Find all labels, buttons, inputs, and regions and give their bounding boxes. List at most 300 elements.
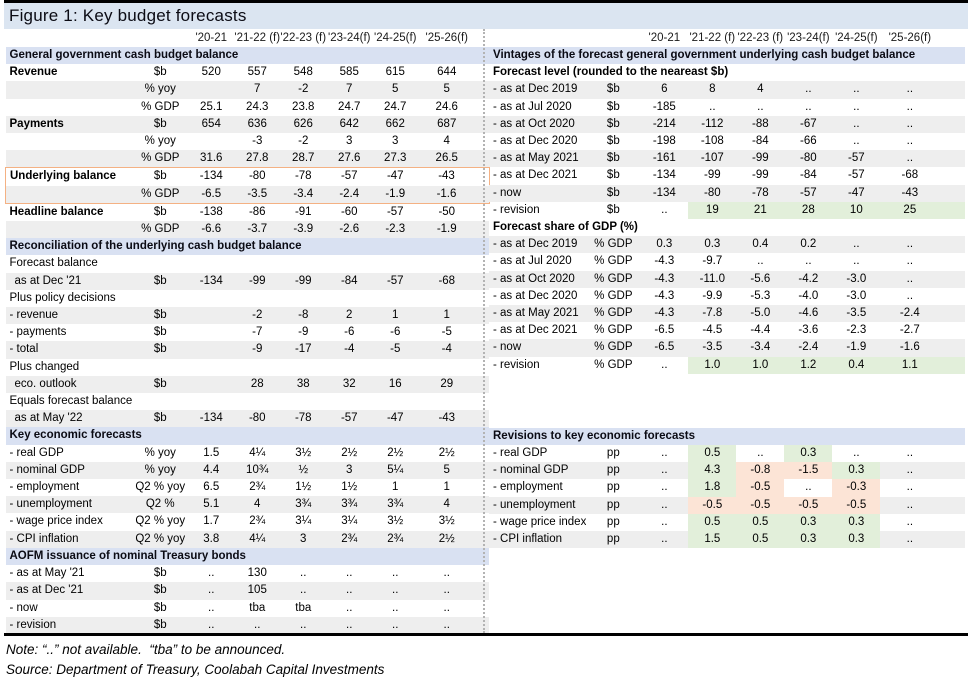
row-label: - payments xyxy=(9,326,67,339)
value-cell: -99 xyxy=(704,169,721,182)
value-cell: 1.5 xyxy=(688,531,736,548)
row-label: Plus policy decisions xyxy=(9,291,116,304)
value-cell: -1.5 xyxy=(784,462,832,479)
note-line: Note: “..” not available. “tba” to be announced. xyxy=(6,642,286,657)
value-cell: -7 xyxy=(252,326,263,339)
table-row xyxy=(6,548,490,565)
value-cell xyxy=(418,393,489,410)
row-label: - CPI inflation xyxy=(6,531,133,548)
title-band xyxy=(4,3,968,29)
row-label: - employment xyxy=(9,481,80,494)
row-unit: % GDP xyxy=(132,221,188,238)
row-unit: $b xyxy=(153,567,167,580)
value-cell: .. xyxy=(880,236,965,253)
table-row xyxy=(6,445,490,462)
value-cell: 3½ xyxy=(295,446,312,459)
value-cell xyxy=(372,393,418,410)
row-label: - as at May 2021 xyxy=(489,150,586,167)
row-label: - revision xyxy=(493,203,540,216)
value-cell: 0.3 xyxy=(832,514,880,531)
value-cell: -99 xyxy=(752,169,769,182)
value-cell: .. xyxy=(709,100,716,113)
table-row xyxy=(6,617,490,634)
value-cell: .. xyxy=(757,100,764,113)
row-label: - as at Dec 2021 xyxy=(493,324,578,337)
value-cell: -134 xyxy=(640,185,688,202)
value-cell: -4.2 xyxy=(784,271,832,288)
table-row xyxy=(6,582,490,599)
row-label: - real GDP xyxy=(9,446,64,459)
value-cell xyxy=(188,133,234,150)
value-cell: 105 xyxy=(234,582,280,599)
value-cell: 6 xyxy=(640,81,688,98)
table-row xyxy=(489,150,965,167)
value-cell: 2¾ xyxy=(249,481,266,494)
row-unit: $b xyxy=(586,81,640,98)
value-cell: .. xyxy=(880,462,965,479)
value-cell: -57 xyxy=(386,205,404,218)
column-header: '20-21 xyxy=(195,32,228,44)
value-cell: -6 xyxy=(344,326,355,339)
value-cell: -0.5 xyxy=(736,497,784,514)
column-header: '20-21 xyxy=(648,32,681,44)
row-label: as at May '22 xyxy=(6,410,133,427)
value-cell: -6.6 xyxy=(188,221,234,238)
value-cell: -57 xyxy=(326,168,372,186)
value-cell: -80 xyxy=(688,185,736,202)
value-cell: -2.3 xyxy=(846,324,867,337)
header-spacer xyxy=(132,29,188,47)
value-cell: -11.0 xyxy=(688,271,736,288)
value-cell: -57 xyxy=(326,410,372,427)
figure-title: Figure 1: Key budget forecasts xyxy=(9,6,247,25)
value-cell: 1.8 xyxy=(688,479,736,496)
column-header: '23-24(f) xyxy=(328,32,371,44)
value-cell: .. xyxy=(661,203,668,216)
value-cell: 23.8 xyxy=(292,100,315,113)
value-cell: -0.8 xyxy=(736,462,784,479)
value-cell: .. xyxy=(234,617,280,634)
column-header: '24-25(f) xyxy=(835,32,878,44)
table-row xyxy=(6,168,490,186)
value-cell: -3.5 xyxy=(688,339,736,356)
value-cell: .. xyxy=(906,100,914,113)
value-cell: -4.3 xyxy=(640,271,688,288)
row-label: Payments xyxy=(6,116,133,133)
value-cell: -2.4 xyxy=(784,339,832,356)
value-cell: .. xyxy=(906,515,914,528)
value-cell: 644 xyxy=(437,66,457,79)
value-cell: 10¾ xyxy=(234,462,280,479)
value-cell: .. xyxy=(326,617,372,634)
value-cell: 19 xyxy=(688,202,736,219)
value-cell: -1.6 xyxy=(418,186,489,204)
value-cell: .. xyxy=(832,116,880,133)
value-cell: 5¼ xyxy=(372,462,418,479)
column-header: '23-24(f) xyxy=(787,32,830,44)
row-label: - now xyxy=(489,339,586,356)
column-header: '21-22 (f) xyxy=(234,32,281,44)
value-cell: -1.9 xyxy=(418,221,489,238)
table-row xyxy=(6,427,490,444)
value-cell: 29 xyxy=(418,376,489,393)
column-header: '24-25(f) xyxy=(374,32,417,44)
value-cell: -9.9 xyxy=(702,289,723,302)
row-unit: $b xyxy=(606,203,620,216)
row-label: - as at Oct 2020 xyxy=(489,116,586,133)
value-cell: -2.7 xyxy=(899,324,920,337)
row-unit: $b xyxy=(606,100,620,113)
value-cell: -4.4 xyxy=(750,324,771,337)
column-header: '22-23 (f) xyxy=(280,32,327,44)
row-unit: Q2 % yoy xyxy=(132,531,188,548)
value-cell: -99 xyxy=(736,150,784,167)
value-cell: .. xyxy=(880,531,965,548)
table-row xyxy=(489,357,965,374)
source-line: Source: Department of Treasury, Coolabah Capital Investments xyxy=(6,662,385,677)
value-cell: 1 xyxy=(443,481,450,494)
value-cell: 1 xyxy=(372,307,418,324)
value-cell: 0.4 xyxy=(736,236,784,253)
value-cell: 3¼ xyxy=(341,515,358,528)
row-unit: % yoy xyxy=(132,81,188,98)
value-cell: 2½ xyxy=(341,446,358,459)
row-unit: $b xyxy=(586,185,640,202)
value-cell: 24.7 xyxy=(338,100,361,113)
row-label: - now xyxy=(9,601,38,614)
row-label: Underlying balance xyxy=(6,168,133,186)
value-cell: 27.8 xyxy=(234,150,280,168)
section-header: Reconciliation of the underlying cash budget balance xyxy=(6,238,490,255)
value-cell: 520 xyxy=(201,66,221,79)
row-label: - revision xyxy=(6,617,133,634)
value-cell: 27.3 xyxy=(372,150,418,168)
value-cell: 0.3 xyxy=(832,462,880,479)
value-cell: .. xyxy=(418,582,489,599)
table-row xyxy=(6,462,490,479)
value-cell: 27.6 xyxy=(326,150,372,168)
table-row xyxy=(6,531,490,548)
row-label: - as at Jul 2020 xyxy=(493,100,572,113)
table-row xyxy=(489,47,965,64)
value-cell: 548 xyxy=(293,66,313,79)
value-cell xyxy=(372,255,418,272)
value-cell: .. xyxy=(832,236,880,253)
value-cell xyxy=(326,359,372,376)
table-row xyxy=(489,271,965,288)
value-cell: -185 xyxy=(652,100,676,113)
value-cell xyxy=(234,255,280,272)
value-cell: -1.9 xyxy=(372,186,418,204)
row-unit: $b xyxy=(153,66,167,79)
value-cell: -1.9 xyxy=(832,339,880,356)
value-cell: -50 xyxy=(438,205,456,218)
row-unit: $b xyxy=(132,168,188,186)
table-row xyxy=(6,150,490,168)
value-cell: -2 xyxy=(280,81,326,98)
value-cell: 1.7 xyxy=(203,515,220,528)
table-row xyxy=(489,236,965,253)
value-cell: 1.5 xyxy=(203,446,220,459)
value-cell: 3½ xyxy=(387,515,404,528)
value-cell: -3.0 xyxy=(846,289,867,302)
table-row xyxy=(6,324,490,341)
value-cell: -138 xyxy=(199,205,223,218)
value-cell: 5.1 xyxy=(188,496,234,513)
value-cell: 5 xyxy=(418,81,489,98)
row-label: Revenue xyxy=(9,66,58,79)
value-cell: 626 xyxy=(280,116,326,133)
value-cell: -43 xyxy=(418,168,489,186)
value-cell: 1 xyxy=(392,481,399,494)
value-cell: 24.7 xyxy=(384,100,407,113)
value-cell xyxy=(372,290,418,307)
header-spacer xyxy=(6,29,133,47)
value-cell: .. xyxy=(640,531,688,548)
row-unit: $b xyxy=(586,116,640,133)
footnotes xyxy=(6,640,384,680)
value-cell: 1.0 xyxy=(688,357,736,374)
row-unit: $b xyxy=(606,169,620,182)
budget-forecasts-table-panel xyxy=(5,29,490,634)
value-cell: -88 xyxy=(736,116,784,133)
value-cell: -68 xyxy=(418,273,489,290)
value-cell: .. xyxy=(880,271,965,288)
table-row xyxy=(6,116,490,133)
row-unit: % GDP xyxy=(586,305,640,322)
value-cell: 0.4 xyxy=(832,357,880,374)
row-label: - now xyxy=(489,185,586,202)
row-unit: % GDP xyxy=(132,186,188,204)
value-cell: -3.0 xyxy=(832,271,880,288)
value-cell: -214 xyxy=(640,116,688,133)
value-cell: .. xyxy=(392,601,399,614)
value-cell: 0.5 xyxy=(688,445,736,462)
value-cell: -0.5 xyxy=(784,497,832,514)
value-cell: -5.0 xyxy=(736,305,784,322)
budget-forecasts-table xyxy=(5,29,490,634)
row-unit: $b xyxy=(132,410,188,427)
row-label xyxy=(6,81,133,98)
table-row xyxy=(6,255,490,272)
value-cell: -57 xyxy=(784,185,832,202)
value-cell: -5 xyxy=(441,326,452,339)
value-cell: 557 xyxy=(247,66,267,79)
value-cell: -9.7 xyxy=(702,255,723,268)
value-cell: -57 xyxy=(848,169,865,182)
value-cell xyxy=(234,359,280,376)
table-row xyxy=(489,339,965,356)
row-unit: % GDP xyxy=(594,324,633,337)
row-unit xyxy=(132,255,188,272)
value-cell: -84 xyxy=(752,135,769,148)
value-cell: -198 xyxy=(652,135,676,148)
value-cell: 32 xyxy=(326,376,372,393)
value-cell: -67 xyxy=(784,116,832,133)
value-cell: 7 xyxy=(234,81,280,98)
row-label: Plus changed xyxy=(9,360,80,373)
value-cell: 6.5 xyxy=(203,481,220,494)
value-cell: 1 xyxy=(418,307,489,324)
row-label: eco. outlook xyxy=(6,376,133,393)
value-cell: .. xyxy=(346,601,353,614)
value-cell: -112 xyxy=(688,116,736,133)
value-cell: 1.0 xyxy=(736,357,784,374)
value-cell xyxy=(188,81,234,98)
row-unit: $b xyxy=(153,326,167,339)
value-cell: 7 xyxy=(326,81,372,98)
value-cell: .. xyxy=(208,601,215,614)
table-row xyxy=(489,531,965,548)
value-cell: 4.3 xyxy=(688,462,736,479)
row-unit: pp xyxy=(606,515,620,528)
value-cell: -80 xyxy=(234,168,280,186)
value-cell: 3¾ xyxy=(372,496,418,513)
value-cell: .. xyxy=(805,100,812,113)
value-cell: -47 xyxy=(372,168,418,186)
value-cell: 4¼ xyxy=(234,531,280,548)
value-cell: -17 xyxy=(280,341,326,358)
row-unit: Q2 % yoy xyxy=(135,515,186,528)
value-cell: -2.4 xyxy=(326,186,372,204)
value-cell: 0.5 xyxy=(688,514,736,531)
value-cell: .. xyxy=(906,135,914,148)
row-unit: pp xyxy=(586,531,640,548)
value-cell: .. xyxy=(372,617,418,634)
value-cell: -57 xyxy=(832,150,880,167)
table-row xyxy=(6,99,490,116)
value-cell: -99 xyxy=(234,273,280,290)
row-label xyxy=(6,221,133,238)
value-cell: -4.0 xyxy=(798,289,819,302)
value-cell: 24.6 xyxy=(435,100,458,113)
value-cell: .. xyxy=(880,497,965,514)
value-cell: -5 xyxy=(372,341,418,358)
row-unit: % GDP xyxy=(141,100,180,113)
value-cell: -4.5 xyxy=(702,324,723,337)
row-unit: pp xyxy=(606,447,620,460)
value-cell: 1.2 xyxy=(784,357,832,374)
table-row xyxy=(489,64,965,81)
row-unit: % GDP xyxy=(586,271,640,288)
row-label: - as at Dec 2021 xyxy=(493,169,578,182)
table-row xyxy=(6,410,490,427)
table-row xyxy=(6,203,490,221)
value-cell xyxy=(280,359,326,376)
value-cell: 642 xyxy=(326,116,372,133)
value-cell xyxy=(372,359,418,376)
value-cell xyxy=(418,359,489,376)
table-row xyxy=(6,186,490,204)
value-cell: -68 xyxy=(901,169,919,182)
row-label: - as at Dec 2019 xyxy=(489,81,586,98)
value-cell: .. xyxy=(853,255,860,268)
value-cell: .. xyxy=(326,582,372,599)
table-row xyxy=(6,273,490,290)
value-cell: 25.1 xyxy=(200,100,223,113)
row-label: Forecast balance xyxy=(9,257,98,270)
row-label: - nominal GDP xyxy=(489,462,586,479)
value-cell: 3 xyxy=(346,135,353,148)
table-row xyxy=(6,565,490,582)
value-cell: 8 xyxy=(688,81,736,98)
table-row xyxy=(489,29,965,47)
value-cell: 0.5 xyxy=(736,531,784,548)
value-cell: -2.4 xyxy=(880,305,965,322)
value-cell xyxy=(326,255,372,272)
section-header: General government cash budget balance xyxy=(6,47,490,64)
value-cell: .. xyxy=(443,567,450,580)
row-label: - wage price index xyxy=(9,515,103,528)
row-unit: % yoy xyxy=(144,446,176,459)
section-header: Key economic forecasts xyxy=(6,427,490,444)
value-cell xyxy=(188,290,234,307)
section-header: Vintages of the forecast general government underlying cash budget balance xyxy=(489,47,965,64)
value-cell: 4 xyxy=(234,496,280,513)
value-cell: .. xyxy=(736,445,784,462)
value-cell xyxy=(188,359,234,376)
value-cell: .. xyxy=(805,255,812,268)
row-label: - as at Dec 2020 xyxy=(493,135,578,148)
row-label: - nominal GDP xyxy=(6,462,133,479)
row-label: - as at Dec 2020 xyxy=(493,289,578,302)
row-label: - total xyxy=(6,341,133,358)
value-cell: 130 xyxy=(247,567,267,580)
subsection-header: Forecast share of GDP (%) xyxy=(489,219,965,236)
value-cell: -2.6 xyxy=(326,221,372,238)
value-cell: -0.3 xyxy=(832,479,880,496)
header-spacer xyxy=(586,29,640,47)
value-cell xyxy=(188,341,234,358)
value-cell xyxy=(280,255,326,272)
value-cell: -4.6 xyxy=(784,305,832,322)
value-cell: 3.8 xyxy=(188,531,234,548)
row-unit: % GDP xyxy=(594,255,633,268)
value-cell: .. xyxy=(661,358,668,371)
value-cell: -1.6 xyxy=(880,339,965,356)
header-spacer xyxy=(489,29,586,47)
value-cell: .. xyxy=(906,481,914,494)
value-cell: .. xyxy=(208,567,215,580)
value-cell: .. xyxy=(853,447,860,460)
row-unit xyxy=(132,290,188,307)
row-unit: % GDP xyxy=(132,150,188,168)
value-cell: -9 xyxy=(234,341,280,358)
row-unit: $b xyxy=(132,376,188,393)
value-cell: 28.7 xyxy=(280,150,326,168)
value-cell: .. xyxy=(880,116,965,133)
value-cell: 4 xyxy=(443,135,450,148)
value-cell: -91 xyxy=(294,205,312,218)
forecast-vintages-table-panel xyxy=(489,29,965,548)
value-cell: 21 xyxy=(736,202,784,219)
value-cell: -3.5 xyxy=(832,305,880,322)
table-row xyxy=(6,513,490,530)
column-header: '22-23 (f) xyxy=(737,32,784,44)
value-cell: 3 xyxy=(392,135,399,148)
row-label: - as at Dec '21 xyxy=(6,582,133,599)
value-cell: 5 xyxy=(418,462,489,479)
table-row xyxy=(6,600,490,617)
value-cell: -3.6 xyxy=(798,324,819,337)
value-cell: 687 xyxy=(418,116,489,133)
value-cell: -47 xyxy=(832,185,880,202)
value-cell: 0.3 xyxy=(784,445,832,462)
value-cell xyxy=(188,376,234,393)
value-cell: -134 xyxy=(652,169,676,182)
table-row xyxy=(6,341,490,358)
value-cell: 1½ xyxy=(341,481,358,494)
